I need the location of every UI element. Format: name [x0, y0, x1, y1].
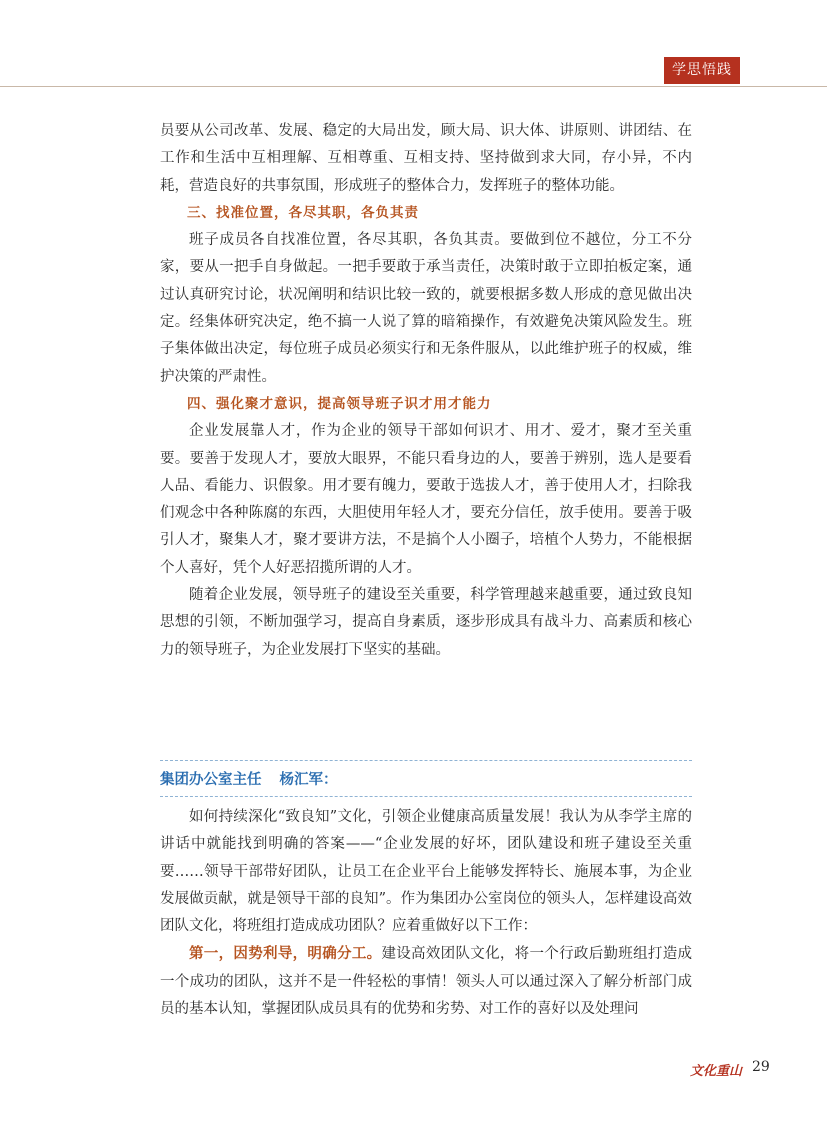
article-part-1: [160, 118, 692, 664]
paragraph-positions: 班子成员各自找准位置，各尽其职，各负其责。要做到位不越位，分工不分家，要从一把手自身做起。一把手要敢于承当责任，决策时敢于立即拍板定案，通过认真研究讨论，状况阐明和结识比较一致的，就要根据多数人形成的意见做出决定。经集体研究决定，绝不搞一人说了算的暗箱操作，有效避免决策风险发生。班子集体做出决定，每位班子成员必须实行和无条件服从，以此维护班子的权威，维护决策的严肃性。: [160, 232, 692, 385]
point-heading: 第一，因势利导，明确分工。: [189, 945, 382, 963]
divider-bottom: [160, 796, 692, 797]
subheading-4: 四、强化聚才意识，提高领导班子识才用才能力: [187, 395, 492, 412]
paragraph-talent: 企业发展靠人才，作为企业的领导干部如何识才、用才、爱才，聚才至关重要。要善于发现人才，要放大眼界，不能只看身边的人，要善于辨别，选人是要看人品、看能力、识假象。用才要有魄力，要敢于选拔人才，善于使用人才，扫除我们观念中各种陈腐的东西，大胆使用年轻人才，要充分信任，放手使用。要善于吸引人才，聚集人才，聚才要讲方法，不是搞个人小圈子，培植个人势力，不能根据个人喜好，凭个人好恶招揽所谓的人才。: [160, 423, 692, 576]
speaker-title: 集团办公室主任: [160, 772, 262, 788]
paragraph-conclusion: 随着企业发展，领导班子的建设至关重要，科学管理越来越重要，通过致良知思想的引领，不断加强学习，提高自身素质，逐步形成具有战斗力、高素质和核心力的领导班子，为企业发展打下坚实的基础。: [160, 587, 692, 658]
divider-top: [160, 760, 692, 761]
article-part-2: [160, 804, 692, 1023]
magazine-logo: 文化重山: [690, 1064, 743, 1079]
speaker-heading: [160, 768, 338, 789]
paragraph-continued: 员要从公司改革、发展、稳定的大局出发，顾大局、识大体、讲原则、讲团结、在工作和生活中互相理解、互相尊重、互相支持、坚持做到求大同，存小异，不内耗，营造良好的共事氛围，形成班子的整体合力，发挥班子的整体功能。: [160, 123, 692, 194]
section-tag: 学思悟践: [664, 57, 740, 84]
paragraph-first-point: [160, 940, 692, 1023]
header-rule: [0, 86, 827, 87]
point-body: 建设高效团队文化，将一个行政后勤班组打造成一个成功的团队，这并不是一件轻松的事情！领头人可以通过深入了解分析部门成员的基本认知，掌握团队成员具有的优势和劣势、对工作的喜好以及处理问: [160, 946, 693, 1018]
speaker-name: 杨汇军：: [279, 772, 338, 788]
paragraph-intro: 如何持续深化“致良知”文化，引领企业健康高质量发展！我认为从李学主席的讲话中就能找到明确的答案——“企业发展的好坏，团队建设和班子建设至关重要……领导干部带好团队，让员工在企业平台上能够发挥特长、施展本事，为企业发展做贡献，就是领导干部的良知”。作为集团办公室岗位的领头人，怎样建设高效团队文化，将班组打造成成功团队？应着重做好以下工作：: [160, 809, 692, 935]
subheading-3: 三、找准位置，各尽其职，各负其责: [187, 204, 419, 221]
page-number: 29: [752, 1059, 770, 1075]
